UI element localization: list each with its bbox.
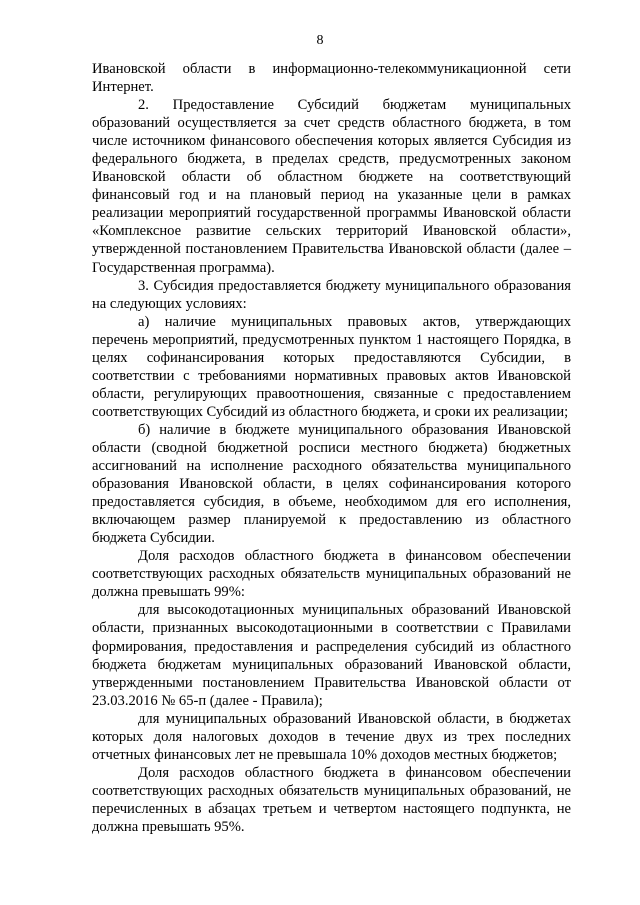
paragraph-item-2: 2. Предоставление Субсидий бюджетам муниципальных образований осуществляется за счет средств областного бюджета, в том числе источником финансового обеспечения которых является Субсидия из федерального бюджета, в пределах средств, предусмотренных законом Ивановской области об областном бюджете на соответствующий финансовый год и на плановый период на указанные цели в рамках реализации мероприятий государственной программы Ивановской области «Комплексное развитие сельских территорий Ивановской области», утвержденной постановлением Правительства Ивановской области (далее – Государственная программа). xyxy=(92,97,571,276)
paragraph-share-95: Доля расходов областного бюджета в финансовом обеспечении соответствующих расходных обязательств муниципальных образований, не перечисленных в абзацах третьем и четвертом настоящего подпункта, не должна превышать 95%. xyxy=(92,764,571,835)
document-body xyxy=(92,60,571,836)
paragraph-subitem-b: б) наличие в бюджете муниципального образования Ивановской области (сводной бюджетной росписи местного бюджета) бюджетных ассигнований на исполнение расходного обязательства муниципального образования Ивановской области, в целях софинансирования которого предоставляется субсидия, в объеме, необходимом для его исполнения, включающем размер планируемой к предоставлению из областного бюджета Субсидии. xyxy=(92,421,571,547)
paragraph-continuation: Ивановской области в информационно-телекоммуникационной сети Интернет. xyxy=(92,61,571,96)
paragraph-subitem-a: а) наличие муниципальных правовых актов, утверждающих перечень мероприятий, предусмотренных пунктом 1 настоящего Порядка, в целях софинансирования которых предоставляются Субсидии, в соответствии с требованиями нормативных правовых актов Ивановской области, регулирующих правоотношения, связанные с предоставлением соответствующих Субсидий из областного бюджета, и сроки их реализации; xyxy=(92,313,571,420)
paragraph-tax-revenue: для муниципальных образований Ивановской области, в бюджетах которых доля налоговых доходов в течение двух из трех последних отчетных финансовых лет не превышала 10% доходов местных бюджетов; xyxy=(92,710,571,763)
paragraph-share-99: Доля расходов областного бюджета в финансовом обеспечении соответствующих расходных обязательств муниципальных образований не должна превышать 99%: xyxy=(92,548,571,601)
page-number: 8 xyxy=(316,33,324,48)
paragraph-high-subsidy: для высокодотационных муниципальных образований Ивановской области, признанных высокодотационными в соответствии с Правилами формирования, предоставления и распределения субсидий из областного бюджета бюджетам муниципальных образований Ивановской области, утвержденными постановлением Правительства Ивановской области от 23.03.2016 № 65-п (далее - Правила); xyxy=(92,602,571,709)
paragraph-item-3: 3. Субсидия предоставляется бюджету муниципального образования на следующих условиях: xyxy=(92,277,571,312)
